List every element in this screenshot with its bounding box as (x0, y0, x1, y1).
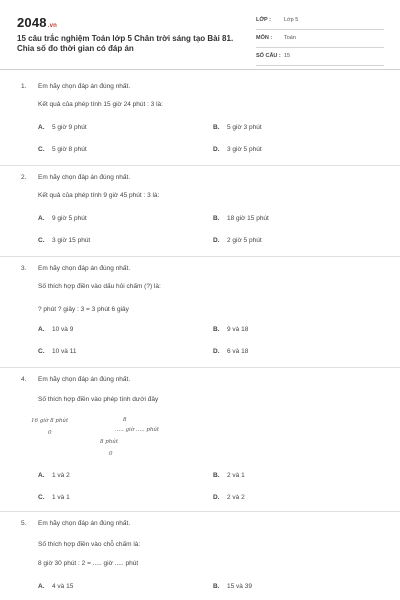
question-instruction: Em hãy chọn đáp án đúng nhất. (38, 174, 131, 181)
option-letter: A. (38, 215, 45, 222)
question-instruction: Em hãy chọn đáp án đúng nhất. (38, 520, 131, 527)
option-letter: D. (213, 237, 220, 244)
meta-value: 15 (284, 53, 291, 59)
meta-label: SỐ CÂU : (256, 53, 281, 59)
meta-value: Lớp 5 (284, 17, 299, 23)
option-text: 10 và 11 (52, 348, 77, 355)
meta-row-subject (256, 32, 384, 48)
option-text: 3 giờ 15 phút (52, 237, 91, 244)
option-letter: A. (38, 472, 45, 479)
option-text: 5 giờ 9 phút (52, 124, 87, 131)
option-letter: C. (38, 146, 45, 153)
option-letter: D. (213, 146, 220, 153)
division-quotient: ..... giờ ..... phút (115, 427, 160, 433)
question-prompt: Số thích hợp điền vào chỗ chấm là: (38, 541, 141, 548)
meta-label: LỚP : (256, 17, 271, 23)
option-text: 2 và 2 (227, 494, 245, 501)
brand-logo[interactable]: 2048.vn (17, 15, 58, 30)
question-instruction: Em hãy chọn đáp án đúng nhất. (38, 83, 131, 90)
option-letter: A. (38, 124, 45, 131)
meta-row-grade (256, 14, 384, 30)
question-prompt: Kết quả của phép tính 9 giờ 45 phút : 3 là: (38, 192, 160, 199)
option-text: 5 giờ 8 phút (52, 146, 87, 153)
question-3 (17, 265, 383, 365)
option-letter: B. (213, 583, 220, 590)
question-number: 4. (21, 376, 27, 383)
option-letter: A. (38, 583, 45, 590)
question-separator (0, 165, 400, 166)
option-letter: C. (38, 494, 45, 501)
question-equation: 8 giờ 30 phút : 2 = ..... giờ ..... phút (38, 560, 139, 567)
option-text: 9 và 18 (227, 326, 249, 333)
question-instruction: Em hãy chọn đáp án đúng nhất. (38, 265, 131, 272)
option-letter: B. (213, 472, 220, 479)
option-text: 18 giờ 15 phút (227, 215, 269, 222)
meta-value: Toán (284, 35, 296, 41)
option-letter: A. (38, 326, 45, 333)
option-text: 4 và 15 (52, 583, 74, 590)
option-text: 15 và 39 (227, 583, 252, 590)
option-letter: C. (38, 348, 45, 355)
question-2 (17, 174, 383, 264)
option-text: 3 giờ 5 phút (227, 146, 262, 153)
option-text: 2 giờ 5 phút (227, 237, 262, 244)
option-text: 1 và 2 (52, 472, 70, 479)
option-text: 9 giờ 5 phút (52, 215, 87, 222)
question-prompt: Số thích hợp điền vào dấu hỏi chấm (?) là: (38, 283, 161, 290)
question-separator (0, 256, 400, 257)
question-instruction: Em hãy chọn đáp án đúng nhất. (38, 376, 131, 383)
division-divisor: 8 (123, 417, 127, 423)
question-prompt: Kết quả của phép tính 15 giờ 24 phút : 3 là: (38, 101, 163, 108)
question-number: 3. (21, 265, 27, 272)
division-step-remainder: 8 phút (100, 439, 119, 445)
question-4 (17, 376, 383, 506)
meta-label: MÔN : (256, 35, 273, 41)
division-step-zero-final: 0 (109, 451, 113, 457)
option-letter: C. (38, 237, 45, 244)
option-text: 2 và 1 (227, 472, 245, 479)
meta-info (256, 14, 384, 68)
question-number: 2. (21, 174, 27, 181)
meta-row-count (256, 50, 384, 66)
option-text: 10 và 9 (52, 326, 74, 333)
option-letter: B. (213, 215, 220, 222)
option-text: 1 và 1 (52, 494, 70, 501)
question-prompt: Số thích hợp điền vào phép tính dưới đây (38, 396, 159, 403)
question-number: 5. (21, 520, 27, 527)
page-title: 15 câu trắc nghiệm Toán lớp 5 Chân trời sáng tạo Bài 81. Chia số đo thời gian có đáp án (17, 34, 234, 53)
question-separator (0, 367, 400, 368)
question-5 (17, 520, 383, 598)
option-letter: B. (213, 124, 220, 131)
division-step-zero: 0 (48, 430, 52, 436)
option-letter: D. (213, 494, 220, 501)
option-letter: B. (213, 326, 220, 333)
option-text: 5 giờ 3 phút (227, 124, 262, 131)
division-dividend: 16 giờ 8 phút (31, 418, 69, 424)
option-text: 6 và 18 (227, 348, 249, 355)
option-letter: D. (213, 348, 220, 355)
question-1 (17, 83, 383, 173)
question-separator (0, 511, 400, 512)
question-number: 1. (21, 83, 27, 90)
header-divider (0, 69, 400, 70)
question-equation: ? phút ? giây : 3 = 3 phút 6 giây (38, 306, 129, 313)
